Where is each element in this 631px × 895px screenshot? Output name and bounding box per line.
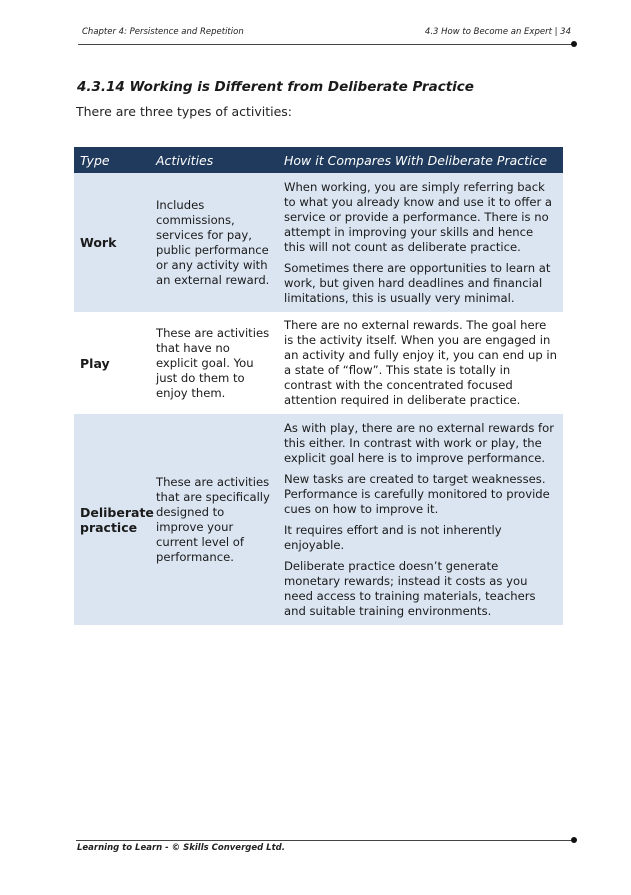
running-header-chapter: Chapter 4: Persistence and Repetition bbox=[82, 27, 244, 37]
comparison-paragraph: It requires effort and is not inherently enjoyable. bbox=[284, 522, 502, 552]
row-type: Work bbox=[74, 173, 150, 312]
activities-table bbox=[74, 147, 563, 625]
table-row-play bbox=[74, 312, 563, 414]
footer-rule bbox=[76, 840, 574, 841]
comparison-paragraph: Deliberate practice doesn’t generate monetary rewards; instead it costs as you need access to training materials, teachers and suitable training environments. bbox=[284, 558, 536, 618]
table-row-deliberate-practice bbox=[74, 414, 563, 625]
comparison-paragraph: Sometimes there are opportunities to learn at work, but given hard deadlines and financial limitations, this is usually very minimal. bbox=[284, 260, 551, 305]
column-header-type: Type bbox=[74, 147, 150, 173]
row-activities: Includes commissions, services for pay, public performance or any activity with an external reward. bbox=[150, 173, 278, 312]
header-rule bbox=[78, 44, 574, 45]
running-header-section-page: 4.3 How to Become an Expert | 34 bbox=[424, 27, 571, 37]
comparison-paragraph: As with play, there are no external rewards for this either. In contrast with work or play, the explicit goal here is to improve performance. bbox=[284, 420, 554, 465]
footer-copyright: Learning to Learn - © Skills Converged Ltd. bbox=[77, 843, 285, 853]
row-type: Play bbox=[74, 312, 150, 414]
row-activities: These are activities that have no explicit goal. You just do them to enjoy them. bbox=[150, 312, 278, 414]
row-type: Deliberate practice bbox=[74, 414, 150, 625]
comparison-paragraph: There are no external rewards. The goal here is the activity itself. When you are engaged in an activity and fully enjoy it, you can end up in a state of “flow”. This state is totally in contrast with the concentrated focused attention required in deliberate practice. bbox=[284, 318, 557, 407]
row-comparison bbox=[278, 312, 563, 414]
row-comparison bbox=[278, 173, 563, 312]
table-header-row bbox=[74, 147, 563, 173]
row-comparison bbox=[278, 414, 563, 625]
comparison-paragraph: New tasks are created to target weaknesses. Performance is carefully monitored to provide cues on how to improve it. bbox=[284, 471, 550, 516]
column-header-activities: Activities bbox=[150, 147, 278, 173]
column-header-comparison: How it Compares With Deliberate Practice bbox=[278, 147, 563, 173]
comparison-paragraph: When working, you are simply referring back to what you already know and use it to offer a service or provide a performance. There is no attempt in improving your skills and hence this will not count as deliberate practice. bbox=[284, 179, 553, 254]
intro-text: There are three types of activities: bbox=[76, 104, 293, 119]
footer-rule-dot bbox=[571, 837, 577, 843]
section-title: 4.3.14 Working is Different from Deliberate Practice bbox=[77, 79, 474, 95]
table-row-work bbox=[74, 173, 563, 312]
row-activities: These are activities that are specifically designed to improve your current level of performance. bbox=[150, 414, 278, 625]
header-rule-dot bbox=[571, 41, 577, 47]
